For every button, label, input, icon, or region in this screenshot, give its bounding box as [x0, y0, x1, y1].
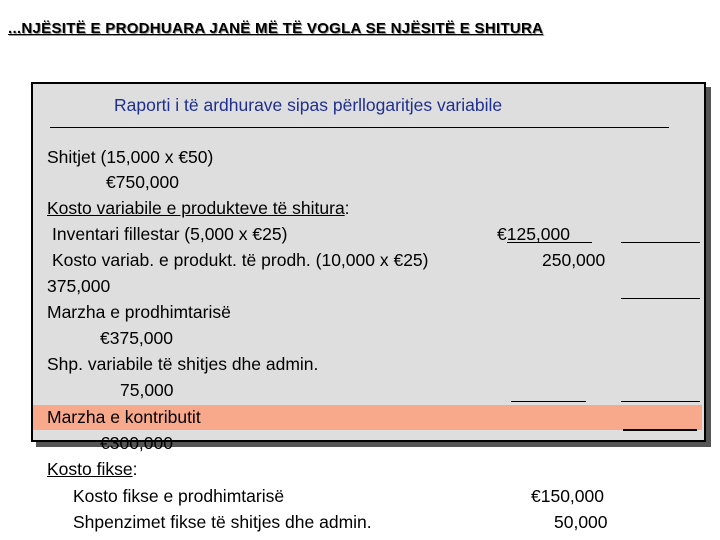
variable-production-value: 250,000 [542, 250, 606, 270]
fixed-selling-admin-value: 50,000 [554, 512, 608, 532]
fixed-manufacturing-label: Kosto fikse e prodhimtarisë [73, 486, 285, 506]
manufacturing-margin-label: Marzha e prodhimtarisë [47, 302, 231, 322]
right-column-rule-1 [621, 242, 700, 243]
right-column-rule-3 [621, 401, 700, 402]
heading-rule [50, 127, 669, 128]
beginning-inventory-label: Inventari fillestar (5,000 x €25) [52, 224, 288, 244]
right-column-rule-2 [621, 298, 700, 299]
middle-column-rule [511, 401, 586, 402]
beginning-inventory-value: €125,000 [497, 224, 570, 244]
variable-production-label: Kosto variab. e produkt. të prodh. (10,000 x €25) [52, 250, 429, 270]
fixed-costs-heading [47, 460, 137, 479]
variable-cogs-total: 375,000 [47, 276, 111, 296]
report-heading: Raporti i të ardhurave sipas përllogaritjes variabile [114, 95, 503, 115]
contribution-margin-value: €300,000 [100, 433, 173, 453]
variable-cogs-colon: : [344, 198, 350, 218]
variable-cogs-label: Kosto variabile e produkteve të shitura [47, 198, 345, 218]
fixed-costs-colon: : [132, 459, 138, 479]
variable-selling-admin-label: Shp. variabile të shitjes dhe admin. [47, 354, 319, 374]
fixed-manufacturing-value: €150,000 [531, 486, 604, 506]
fixed-selling-admin-label: Shpenzimet fikse të shitjes dhe admin. [73, 512, 372, 532]
manufacturing-margin-value: €375,000 [100, 328, 173, 348]
variable-selling-admin-value: 75,000 [120, 380, 174, 400]
contribution-total-rule [623, 429, 697, 431]
fixed-costs-label: Kosto fikse [47, 459, 133, 479]
contribution-margin-label: Marzha e kontributit [47, 407, 201, 427]
variable-cogs-heading [47, 199, 350, 218]
inventory-underline [507, 242, 592, 243]
slide-title: ...NJËSITË E PRODHUARA JANË MË TË VOGLA SE NJËSITË E SHITURA [8, 20, 544, 37]
sales-label: Shitjet (15,000 x €50) [47, 147, 214, 167]
sales-value: €750,000 [106, 172, 179, 192]
